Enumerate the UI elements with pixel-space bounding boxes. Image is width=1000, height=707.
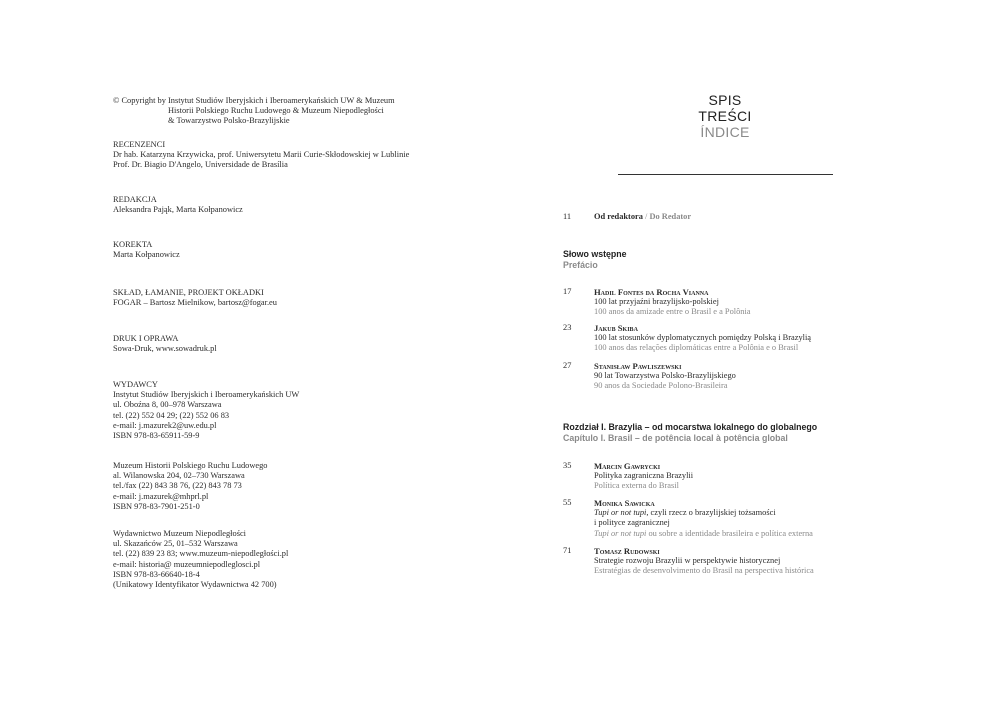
entry-author: Hadil Fontes da Rocha Vianna bbox=[594, 287, 709, 297]
printing-section: DRUK I OPRAWA Sowa-Druk, www.sowadruk.pl bbox=[113, 334, 453, 354]
entry-title-pl: 100 lat stosunków dyplomatycznych pomiędzy Polską i Brazylią bbox=[594, 333, 812, 343]
toc-title-portuguese: ÍNDICE bbox=[700, 124, 750, 140]
section-chapter-1 bbox=[563, 422, 883, 444]
section-heading: DRUK I OPRAWA bbox=[113, 334, 179, 343]
page-number: 35 bbox=[563, 461, 572, 470]
entry-author: Monika Sawicka bbox=[594, 498, 655, 508]
section-title-pl: Słowo wstępne bbox=[563, 249, 627, 259]
section-preface bbox=[563, 249, 883, 271]
entry-author: Marcin Gawrycki bbox=[594, 461, 661, 471]
toc-title-polish: SPIS TREŚCI bbox=[698, 92, 752, 124]
entry-author: Jakub Skiba bbox=[594, 323, 638, 333]
typesetting-section: SKŁAD, ŁAMANIE, PROJEKT OKŁADKI FOGAR – Bartosz Mielnikow, bartosz@fogar.eu bbox=[113, 288, 453, 308]
entry-author: Tomasz Rudowski bbox=[594, 546, 660, 556]
page-number: 71 bbox=[563, 546, 572, 555]
section-title-pl: Rozdział I. Brazylia – od mocarstwa lokalnego do globalnego bbox=[563, 422, 818, 432]
toc-title bbox=[680, 92, 770, 140]
page-number: 55 bbox=[563, 498, 572, 507]
editing-section: REDAKCJA Aleksandra Pająk, Marta Kołpanowicz bbox=[113, 195, 453, 215]
page-number: 23 bbox=[563, 323, 572, 332]
page-number: 11 bbox=[563, 212, 572, 221]
entry-title-pt: Do Redator bbox=[649, 212, 692, 221]
entry-title-pl: Polityka zagraniczna Brazylii bbox=[594, 471, 694, 481]
copyright-notice: © Copyright by Instytut Studiów Iberyjskich i Iberoamerykańskich UW & Muzeum Historii Polskiego Ruchu Ludowego & Muzeum Niepodległości & Towarzystwo Polsko-Brazylijskie bbox=[113, 96, 395, 126]
entry-title-pl: 90 lat Towarzystwa Polsko-Brazylijskiego bbox=[594, 371, 736, 381]
proofreading-section: KOREKTA Marta Kołpanowicz bbox=[113, 240, 453, 260]
page-number: 17 bbox=[563, 287, 572, 296]
entry-title-pt: Política externa do Brasil bbox=[594, 481, 679, 491]
reviewers-section: RECENZENCI Dr hab. Katarzyna Krzywicka, prof. Uniwersytetu Marii Curie-Skłodowskiej w Lublinie Prof. Dr. Biagio D'Angelo, Universidade de Brasília bbox=[113, 140, 453, 171]
section-heading: RECENZENCI bbox=[113, 140, 166, 149]
publishers-section: WYDAWCY Instytut Studiów Iberyjskich i Iberoamerykańskich UW ul. Oboźna 8, 00–978 Warszawa tel. (22) 552 04 29; (22) 552 06 83 e-mail: j.mazurek2@uw.edu.pl ISBN 978-83-65911-59-9 bbox=[113, 380, 453, 441]
entry-title-pt: Tupi or not tupi ou sobre a identidade brasileira e política externa bbox=[594, 528, 813, 538]
entry-title-pt: 100 anos das relações diplomáticas entre a Polônia e o Brasil bbox=[594, 343, 799, 353]
section-title-pt: Capítulo I. Brasil – de potência local à potência global bbox=[563, 433, 788, 443]
entry-title-pl: Tupi or not tupi, czyli rzecz o brazylijskiej tożsamości bbox=[594, 508, 776, 518]
publisher-museum-peasant-movement: Muzeum Historii Polskiego Ruchu Ludowego al. Wilanowska 204, 02–730 Warszawa tel./fax (22) 843 38 76, (22) 843 78 73 e-mail: j.mazurek@mhprl.pl ISBN 978-83-7901-251-0 bbox=[113, 461, 268, 511]
section-title-pt: Prefácio bbox=[563, 260, 598, 270]
page-number: 27 bbox=[563, 361, 572, 370]
section-heading: WYDAWCY bbox=[113, 380, 158, 389]
entry-title-pt: 90 anos da Sociedade Polono-Brasileira bbox=[594, 381, 728, 391]
section-heading: REDAKCJA bbox=[113, 195, 157, 204]
entry-title-pt: 100 anos da amizade entre o Brasil e a Polônia bbox=[594, 307, 751, 317]
entry-title-pl: 100 lat przyjaźni brazylijsko-polskiej bbox=[594, 297, 719, 307]
publisher-independence-museum: Wydawnictwo Muzeum Niepodległości ul. Skazańców 25, 01–532 Warszawa tel. (22) 839 23 83; www.muzeum-niepodległości.pl e-mail: historia@ muzeumniepodleglosci.pl ISBN 978-83-66640-18-4 (Unikatowy Identyfikator Wydawnictwa 42 700) bbox=[113, 529, 289, 590]
entry-author: Stanisław Pawliszewski bbox=[594, 361, 682, 371]
entry-title-pl: Od redaktora bbox=[594, 212, 643, 221]
entry-title-pl: Strategie rozwoju Brazylii w perspektywie historycznej bbox=[594, 556, 781, 566]
section-heading: KOREKTA bbox=[113, 240, 153, 249]
entry-title-pt: Estratégias de desenvolvimento do Brasil na perspectiva histórica bbox=[594, 566, 814, 576]
title-divider bbox=[618, 174, 833, 175]
section-heading: SKŁAD, ŁAMANIE, PROJEKT OKŁADKI bbox=[113, 288, 264, 297]
